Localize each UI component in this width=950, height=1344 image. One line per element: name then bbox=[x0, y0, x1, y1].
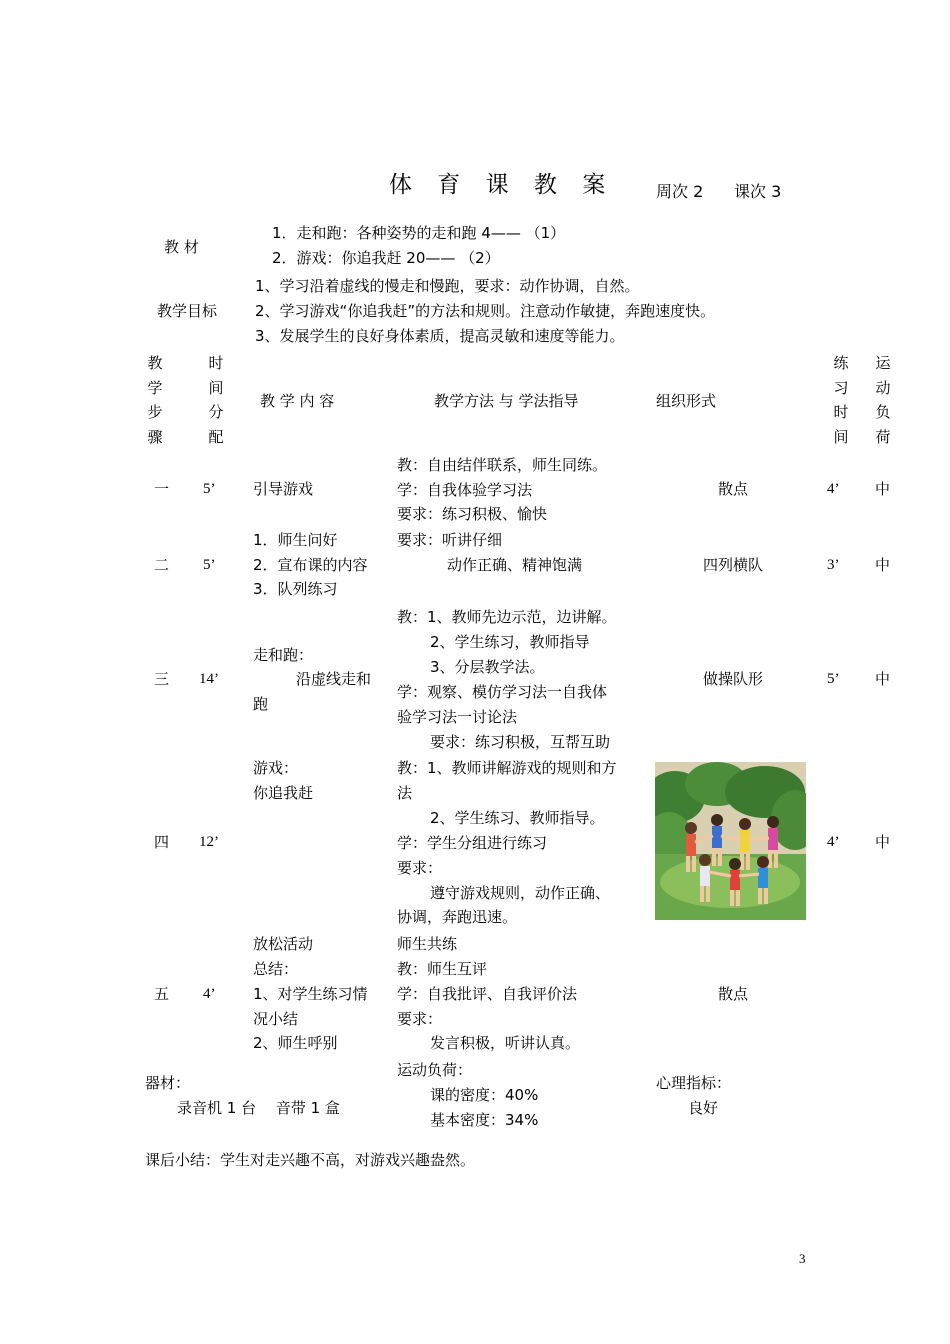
row-4-step: 四 bbox=[154, 833, 170, 851]
lesson-summary: 课后小结：学生对走兴趣不高，对游戏兴趣盎然。 bbox=[145, 1151, 476, 1169]
col-practice-header: 练 习 时 间 bbox=[833, 354, 849, 446]
row-4-method-1: 教：1、教师讲解游戏的规则和方 bbox=[397, 759, 617, 777]
col-time-header: 时 间 分 配 bbox=[208, 354, 224, 446]
exercise-load-label: 运动负荷： bbox=[397, 1061, 473, 1079]
row-4-content-2: 你追我赶 bbox=[253, 784, 314, 802]
children-game-illustration bbox=[655, 762, 806, 920]
row-4-practice: 4’ bbox=[827, 834, 840, 850]
equipment-label: 器材： bbox=[145, 1074, 191, 1092]
row-4-method-3: 2、学生练习、教师指导。 bbox=[430, 809, 605, 827]
row-5-method-4: 要求： bbox=[397, 1010, 443, 1028]
row-4-method-7: 协调，奔跑迅速。 bbox=[397, 908, 518, 926]
row-4-load: 中 bbox=[875, 833, 891, 851]
material-label: 教 材 bbox=[164, 238, 199, 256]
col-method-header: 教学方法 与 学法指导 bbox=[434, 392, 579, 410]
row-1-method-1: 教：自由结伴联系，师生同练。 bbox=[397, 456, 608, 474]
row-3-step: 三 bbox=[154, 670, 170, 688]
row-2-time: 5’ bbox=[203, 557, 216, 573]
row-3-content-1: 走和跑： bbox=[253, 646, 314, 664]
row-3-method-3: 3、分层教学法。 bbox=[430, 658, 545, 676]
row-3-content-3: 跑 bbox=[253, 695, 269, 713]
row-4-method-5: 要求： bbox=[397, 859, 443, 877]
material-line-2: 2．游戏：你追我赶 20—— （2） bbox=[272, 249, 500, 267]
row-5-method-2: 教：师生互评 bbox=[397, 960, 488, 978]
row-3-practice: 5’ bbox=[827, 671, 840, 687]
material-line-1: 1．走和跑：各种姿势的走和跑 4—— （1） bbox=[272, 224, 566, 242]
row-5-method-5: 发言积极，听讲认真。 bbox=[430, 1034, 581, 1052]
row-5-content-3: 1、对学生练习情 bbox=[253, 985, 368, 1003]
col-org-header: 组织形式 bbox=[656, 392, 717, 410]
row-1-method-3: 要求：练习积极、愉快 bbox=[397, 505, 548, 523]
lesson-density: 课的密度：40% bbox=[430, 1086, 539, 1104]
row-2-practice: 3’ bbox=[827, 557, 840, 573]
row-3-org: 做操队形 bbox=[702, 670, 763, 688]
row-5-content-1: 放松活动 bbox=[253, 935, 314, 953]
row-1-load: 中 bbox=[875, 480, 891, 498]
row-1-practice: 4’ bbox=[827, 481, 840, 497]
row-5-content-5: 2、师生呼别 bbox=[253, 1034, 338, 1052]
row-1-step: 一 bbox=[154, 480, 170, 498]
row-1-org: 散点 bbox=[717, 480, 748, 498]
row-3-content-2: 沿虚线走和 bbox=[296, 670, 372, 688]
row-4-method-6: 遵守游戏规则，动作正确、 bbox=[430, 884, 611, 902]
row-3-method-1: 教：1、教师先边示范，边讲解。 bbox=[397, 608, 617, 626]
row-5-step: 五 bbox=[154, 985, 170, 1003]
basic-density: 基本密度：34% bbox=[430, 1111, 539, 1129]
psych-value: 良好 bbox=[688, 1099, 719, 1117]
page-number: 3 bbox=[799, 1251, 806, 1266]
row-5-time: 4’ bbox=[203, 986, 216, 1002]
row-4-method-2: 法 bbox=[397, 784, 413, 802]
row-2-org: 四列横队 bbox=[702, 556, 763, 574]
row-5-method-3: 学：自我批评、自我评价法 bbox=[397, 985, 578, 1003]
row-5-org: 散点 bbox=[717, 985, 748, 1003]
row-4-content-1: 游戏： bbox=[253, 759, 299, 777]
row-3-method-5: 验学习法一讨论法 bbox=[397, 708, 518, 726]
row-2-step: 二 bbox=[154, 556, 170, 574]
row-2-content-1: 1．师生问好 bbox=[253, 531, 338, 549]
row-3-time: 14’ bbox=[199, 671, 219, 687]
row-1-method-2: 学：自我体验学习法 bbox=[397, 481, 533, 499]
goal-line-2: 2、学习游戏“你追我赶”的方法和规则。注意动作敏捷，奔跑速度快。 bbox=[255, 302, 716, 320]
row-5-method-1: 师生共练 bbox=[397, 935, 458, 953]
row-3-method-2: 2、学生练习，教师指导 bbox=[430, 633, 590, 651]
row-2-content-2: 2．宣布课的内容 bbox=[253, 556, 368, 574]
lesson-number: 课次 3 bbox=[734, 182, 782, 201]
col-step-header: 教 学 步 骤 bbox=[147, 354, 163, 446]
row-2-content-3: 3．队列练习 bbox=[253, 580, 338, 598]
week-number: 周次 2 bbox=[656, 182, 704, 201]
row-3-method-4: 学：观察、模仿学习法一自我体 bbox=[397, 683, 608, 701]
col-load-header: 运 动 负 荷 bbox=[875, 354, 891, 446]
equipment-value: 录音机 1 台 音带 1 盒 bbox=[177, 1099, 340, 1117]
row-1-content: 引导游戏 bbox=[253, 480, 314, 498]
row-2-load: 中 bbox=[875, 556, 891, 574]
goal-line-1: 1、学习沿着虚线的慢走和慢跑，要求：动作协调，自然。 bbox=[255, 277, 640, 295]
goals-label: 教学目标 bbox=[157, 302, 218, 320]
row-1-time: 5’ bbox=[203, 481, 216, 497]
row-3-load: 中 bbox=[875, 670, 891, 688]
row-5-content-2: 总结： bbox=[253, 960, 299, 978]
col-content-header: 教 学 内 容 bbox=[260, 392, 335, 410]
row-4-method-4: 学：学生分组进行练习 bbox=[397, 834, 548, 852]
row-4-time: 12’ bbox=[199, 834, 219, 850]
psych-label: 心理指标： bbox=[656, 1074, 732, 1092]
goal-line-3: 3、发展学生的良好身体素质，提高灵敏和速度等能力。 bbox=[255, 327, 625, 345]
row-5-content-4: 况小结 bbox=[253, 1010, 299, 1028]
page-title: 体 育 课 教 案 bbox=[389, 172, 615, 198]
row-2-method-2: 动作正确、精神饱满 bbox=[447, 556, 583, 574]
row-3-method-6: 要求：练习积极，互帮互助 bbox=[430, 733, 611, 751]
row-2-method-1: 要求：听讲仔细 bbox=[397, 531, 503, 549]
